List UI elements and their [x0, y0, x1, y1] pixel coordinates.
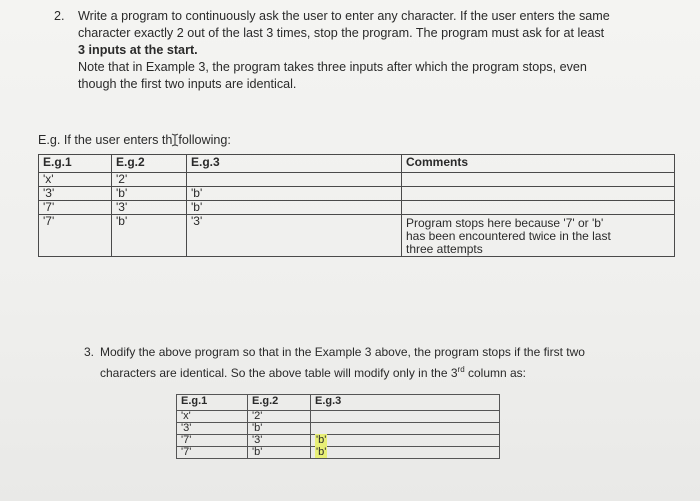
question-3 — [84, 344, 644, 382]
question-2-line-3: 3 inputs at the start. — [78, 43, 198, 57]
table-cell: '3' — [187, 215, 402, 257]
table-header-row — [39, 155, 675, 173]
question-3-line-2: characters are identical. So the above table will modify only in the 3rd column as: — [100, 365, 527, 380]
table-cell: '7' — [177, 435, 248, 447]
question-2-line-2: character exactly 2 out of the last 3 times, stop the program. The program must ask for at least — [78, 26, 605, 40]
table-cell: '3' — [248, 435, 311, 447]
question-2-number: 2. — [54, 9, 65, 23]
header-eg1: E.g.1 — [177, 395, 248, 411]
table-cell: 'b' — [112, 215, 187, 257]
header-eg2: E.g.2 — [112, 155, 187, 173]
table-header-row — [177, 395, 500, 411]
header-eg3: E.g.3 — [311, 395, 500, 411]
table-cell — [402, 201, 675, 215]
table-cell: 'b' — [187, 187, 402, 201]
question-3-line-1: Modify the above program so that in the Example 3 above, the program stops if the first two — [100, 345, 585, 359]
table-row — [39, 201, 675, 215]
table-cell: '3' — [177, 423, 248, 435]
highlighted-value: 'b' — [316, 446, 327, 458]
question-2 — [54, 8, 674, 93]
table-row — [39, 173, 675, 187]
table-row — [39, 215, 675, 257]
table-cell: '2' — [248, 411, 311, 423]
table-cell: 'b' — [248, 423, 311, 435]
question-2-line-1: Write a program to continuously ask the user to enter any character. If the user enters the same — [78, 9, 610, 23]
table-row — [177, 435, 500, 447]
table-row — [177, 447, 500, 459]
example-table-2 — [176, 394, 500, 459]
question-3-number: 3. — [84, 345, 95, 359]
table-cell: '3' — [112, 201, 187, 215]
comment-line: three attempts — [406, 242, 483, 256]
header-eg3: E.g.3 — [187, 155, 402, 173]
table-cell: 'x' — [39, 173, 112, 187]
comment-line: has been encountered twice in the last — [406, 229, 611, 243]
question-2-note-2: though the first two inputs are identical. — [78, 77, 297, 91]
table-cell: '2' — [112, 173, 187, 187]
table-cell: 'b' — [248, 447, 311, 459]
table-cell: '7' — [39, 201, 112, 215]
table-cell — [402, 187, 675, 201]
table-cell: '7' — [39, 215, 112, 257]
table-cell — [311, 423, 500, 435]
comment-cell — [402, 215, 675, 257]
table-row — [39, 187, 675, 201]
question-2-note-1: Note that in Example 3, the program takes three inputs after which the program stops, even — [78, 60, 587, 74]
highlighted-value: 'b' — [316, 434, 327, 446]
header-eg2: E.g.2 — [248, 395, 311, 411]
table-cell: '7' — [177, 447, 248, 459]
table-cell: 'b' — [112, 187, 187, 201]
table-cell: 'x' — [177, 411, 248, 423]
header-eg1: E.g.1 — [39, 155, 112, 173]
table-row — [177, 423, 500, 435]
header-comments: Comments — [402, 155, 675, 173]
table-cell — [311, 447, 500, 459]
table-cell — [311, 435, 500, 447]
example-table-1 — [38, 154, 675, 257]
table-cell — [311, 411, 500, 423]
example-intro: E.g. If the user enters th following: — [38, 133, 231, 147]
table-row — [177, 411, 500, 423]
comment-line: Program stops here because '7' or 'b' — [406, 216, 604, 230]
table-cell — [187, 173, 402, 187]
table-cell: 'b' — [187, 201, 402, 215]
table-cell: '3' — [39, 187, 112, 201]
table-cell — [402, 173, 675, 187]
